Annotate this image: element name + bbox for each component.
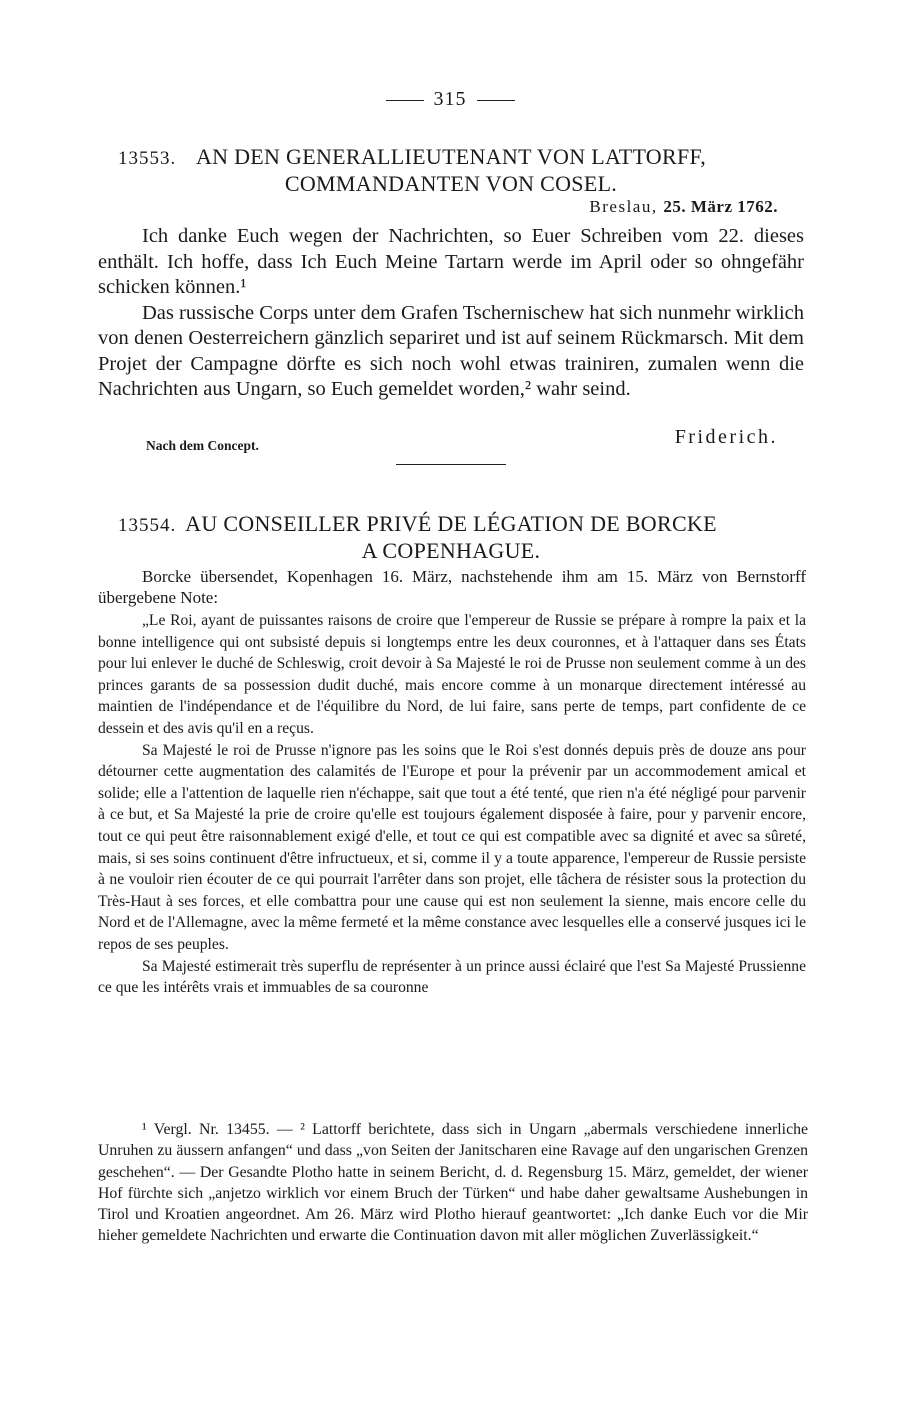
paragraph: Sa Majesté le roi de Prusse n'ignore pas les soins que le Roi s'est donnés depuis près de douze ans pour détourner cette augmentation des calamités de l'Europe et pour la prévenir par un accommodement amical et solide; elle a l'attention de laquelle rien n'échappe, sait que tout a été tenté, que rien n'a été négligé pour parvenir à ce but, et Sa Majesté la prie de croire qu'elle est toujours également disposée à faire, pour y parvenir encore, tout ce qui peut être raisonnablement exigé d'elle, et tout ce qui est compatible avec sa dignité et avec sa sûreté, mais, si ses soins continuent d'être infructueux, et si, comme il y a toute apparence, l'empereur de Russie persiste à ne vouloir rien écouter de ce qui pourrait l'arrêter dans son projet, elle tâchera de résister sous la protection du Très-Haut à ses forces, et elle combattra pour une cause qui est non seulement la sienne, mais encore celle du Nord et de l'Allemagne, avec la même fermeté et la même constance avec lesquelles elle a conservé jusques ici le repos de ses peuples. [98,741,806,953]
letter-body [98,224,804,403]
footnote-text: ¹ Vergl. Nr. 13455. — ² Lattorff berichtete, dass sich in Ungarn „abermals verschiedene innerliche Unruhen zu äussern anfangen“ und dass „von Seiten der Janitscharen eine Ravage auf den ungarischen Grenzen geschehen“. — Der Gesandte Plotho hatte in seinem Bericht, d. d. Regensburg 15. März, gemeldet, der wiener Hof fürchte sich „anjetzo wirklich vor einem Bruch der Türken“ und habe daher gewaltsame Aushebungen in Tirol und Kroatien angeordnet. Am 26. März wird Plotho hierauf geantwortet: „Ich danke Euch vor die Mir hieher gemeldete Nachrichten und erwarte die Continuation davon mit aller möglichen Zuverlässigkeit.“ [98,1121,808,1245]
heading-line-1: AU CONSEILLER PRIVÉ DE LÉGATION DE BORCKE [185,511,717,536]
dateline [589,197,778,217]
header-dash-left [386,100,424,101]
heading-line-1: AN DEN GENERALLIEUTENANT VON LATTORFF, [195,144,707,169]
page-number-header [0,88,900,111]
paragraph: Sa Majesté estimerait très superflu de représenter à un prince aussi éclairé que l'est Sa Majesté Prussienne ce que les intérêts vrais et immuables de sa couronne [98,957,806,997]
paragraph: „Le Roi, ayant de puissantes raisons de croire que l'empereur de Russie se prépare à rompre la paix et la bonne intelligence qui ont subsisté depuis si longtemps entre les deux couronnes, et à l'attaquer dans ses États pour lui enlever le duché de Schleswig, croit devoir à Sa Majesté le roi de Prusse non seulement comme à un des princes garants de sa possession dudit duché, mais encore comme à un monarque directement intéressé au maintien de l'indépendance et de l'équilibre du Nord, de lui faire, sans perte de temps, part confidente de ce dessein et des avis qu'il en a reçus. [98,612,806,737]
paragraph: Das russische Corps unter dem Grafen Tschernischew hat sich nunmehr wirklich von denen Oesterreichern gänzlich separiret und ist auf seinem Rückmarsch. Mit dem Projet der Campagne dörfte es sich noch wohl etwas trainiren, zumalen wenn die Nachrichten aus Ungarn, so Euch gemeldet worden,² wahr seind. [98,301,804,400]
note-body [98,610,806,999]
entry-number: 13554. [118,515,177,536]
page-number: 315 [433,88,467,110]
section-divider [396,464,506,465]
date: 25. März 1762. [663,197,778,216]
heading-line-2: COMMANDANTEN VON COSEL. [284,171,618,196]
header-dash-right [477,100,515,101]
source-note: Nach dem Concept. [146,438,259,453]
signature: Friderich. [674,426,778,448]
footnotes [98,1119,808,1247]
heading-line-2: A COPENHAGUE. [361,538,541,563]
entry-heading-13553 [98,143,804,197]
place: Breslau, [589,197,658,216]
entry-heading-13554 [98,510,804,564]
entry-number: 13553. [118,148,177,169]
paragraph: Ich danke Euch wegen der Nachrichten, so Euer Schreiben vom 22. dieses enthält. Ich hoffe, dass Ich Euch Meine Tartarn werde im April oder so ohngefähr schicken können.¹ [98,225,804,298]
entry-intro: Borcke übersendet, Kopenhagen 16. März, nachstehende ihm am 15. März von Bernstorff übergebene Note: [98,567,806,607]
